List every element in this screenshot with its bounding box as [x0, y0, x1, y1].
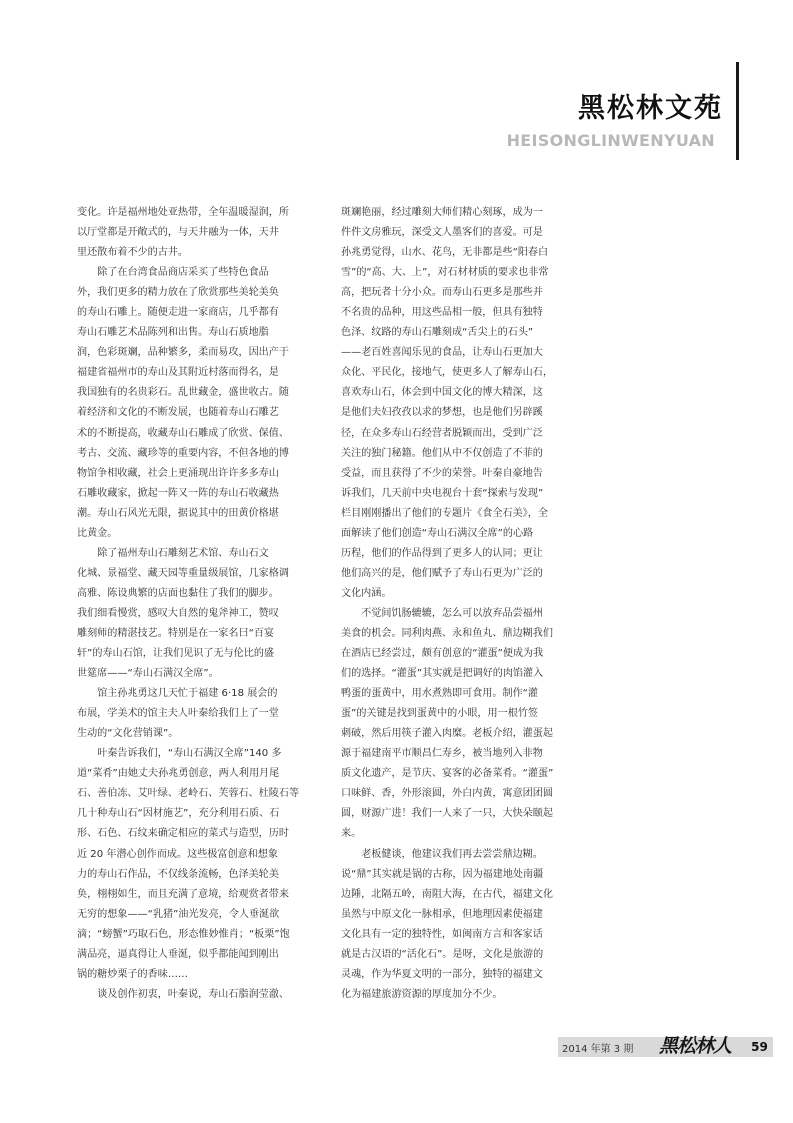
paragraph: 斑斓艳丽，经过雕刻大师们精心刻琢，成为一 件件文房雅玩，深受文人墨客们的喜爱。可是 孙兆勇觉得，山水、花鸟，无非都是些“阳春白 雪”的“高、大、上”，对石材材质的要求也非常 高，把玩者十分小众。而寿山石更多是那些并 不名贵的品种，用这些品相一般，但具有独特 色泽、纹路的寿山石雕刻成“舌尖上的石头” ——老百姓喜闻乐见的食品，让寿山石更加大 众化、平民化，接地气，使更多人了解寿山石， 喜欢寿山石，体会到中国文化的博大精深，这 是他们夫妇孜孜以求的梦想，也是他们另辟蹊 径，在众多寿山石经营者脱颖而出，受到广泛 关注的独门秘籍。他们从中不仅创造了不菲的 受益，而且获得了不少的荣誉。叶秦自豪地告 诉我们，几天前中央电视台十套“探索与发现” 栏目刚刚播出了他们的专题片《食全石美》，全 面解读了他们创造“寿山石满汉全席”的心路 历程，他们的作品得到了更多人的认同；更让 他们高兴的是，他们赋予了寿山石更为广泛的 文化内涵。: [341, 207, 553, 599]
magazine-logo: 黑松林人: [659, 1035, 732, 1057]
paragraph: 不觉间饥肠辘辘，怎么可以放弃品尝福州 美食的机会。同利肉燕、永和鱼丸、鼎边糊我们 在酒店已经尝过，颇有创意的“灌蛋”便成为我 们的选择。“灌蛋”其实就是把调好的肉馅灌入 鸭蛋的蛋黄中，用水煮熟即可食用。制作“灌 蛋”的关键是找到蛋黄中的小眼，用一根竹签 刺破，然后用筷子灌入肉糜。老板介绍，灌蛋起 源于福建南平市顺昌仁寿乡，被当地列入非物 质文化遗产，是节庆、宴客的必备菜肴。“灌蛋” 口味鲜、香，外形滚圆，外白内黄，寓意团团圆 圆，财源广进！我们一人来了一只，大快朵颐起 来。: [341, 607, 554, 840]
left-text-column: [77, 203, 319, 1005]
paragraph: 谈及创作初衷，叶秦说，寿山石脂润莹澈、: [97, 988, 289, 1000]
column-subtitle: HEISONGLINWENYUAN: [506, 131, 715, 150]
paragraph: 叶秦告诉我们，“寿山石满汉全席”140 多 道“菜肴”由她丈夫孙兆勇创意，两人利用月尾 石、善伯冻、艾叶绿、老岭石、芙蓉石、杜陵石等 几十种寿山石“因材施艺”，充分利用石质、石 形、石色、石纹来确定相应的菜式与造型，历时 近 20 年潜心创作而成。这些极富创意和想象 力的寿山石作品，不仅线条流畅，色泽美轮美 奂，栩栩如生，而且充满了意境，给观赏者带来 无穷的想象——“乳猪”油光发亮，令人垂涎欲 滴；“螃蟹”巧取石色，形态惟妙惟肖；“板栗”饱 满品亮，逼真得让人垂涎，似乎都能闻到刚出 锅的糖炒栗子的香味……: [77, 748, 300, 980]
paragraph: 除了福州寿山石雕刻艺术馆、寿山石文 化城、景福堂、藏天园等重量级展馆，几家格调 高雅、陈设典繁的店面也黏住了我们的脚步。 我们细看慢赏，感叹大自然的鬼斧神工，赞叹 雕刻师的精湛技艺。特别是在一家名曰“百宴 轩”的寿山石馆，让我们见识了无与伦比的盛 世筵席——“寿山石满汉全席”。: [77, 547, 289, 680]
page-footer: [558, 1037, 773, 1057]
right-text-column: [341, 203, 583, 1005]
paragraph: 老板健谈，他建议我们再去尝尝鼎边糊。 说“鼎”其实就是锅的古称，因为福建地处南疆 边陲，北隔五岭，南阻大海，在古代，福建文化 虽然与中原文化一脉相承，但地理因素使福建 文化具有一定的独特性，如闽南方言和客家话 就是古汉语的“活化石”。是呀，文化是旅游的 灵魂，作为华夏文明的一部分，独特的福建文 化为福建旅游资源的厚度加分不少。: [341, 848, 553, 1000]
issue-label: 2014 年第 3 期: [562, 1044, 634, 1055]
column-title: 黑松林文苑: [578, 93, 723, 124]
header-divider-bar: [736, 62, 739, 160]
page-number: 59: [751, 1040, 768, 1054]
paragraph: 除了在台湾食品商店采买了些特色食品 外，我们更多的精力放在了欣赏那些美轮美奂 的寿山石雕上。随便走进一家商店，几乎都有 寿山石雕艺术品陈列和出售。寿山石质地脂 润，色彩斑斓，品种繁多，柔而易攻，因出产于 福建省福州市的寿山及其附近村落而得名，是 我国独有的名贵彩石。乱世藏金，盛世收古。随 着经济和文化的不断发展，也随着寿山石雕艺 术的不断提高，收藏寿山石雕成了欣赏、保值、 考古、交流、藏珍等的重要内容，不但各地的博 物馆争相收藏，社会上更涌现出许许多多寿山 石雕收藏家，掀起一阵又一阵的寿山石收藏热 潮。寿山石风光无限，据说其中的田黄价格堪 比黄金。: [77, 267, 289, 539]
paragraph: 馆主孙兆勇这几天忙于福建 6·18 展会的 布展，学美术的馆主夫人叶秦给我们上了一堂 生动的“文化营销课”。: [77, 688, 279, 740]
paragraph: 变化。许是福州地处亚热带，全年温暖湿润，所 以厅堂都是开敞式的，与天井融为一体，天井 里还散布着不少的古井。: [77, 207, 289, 259]
